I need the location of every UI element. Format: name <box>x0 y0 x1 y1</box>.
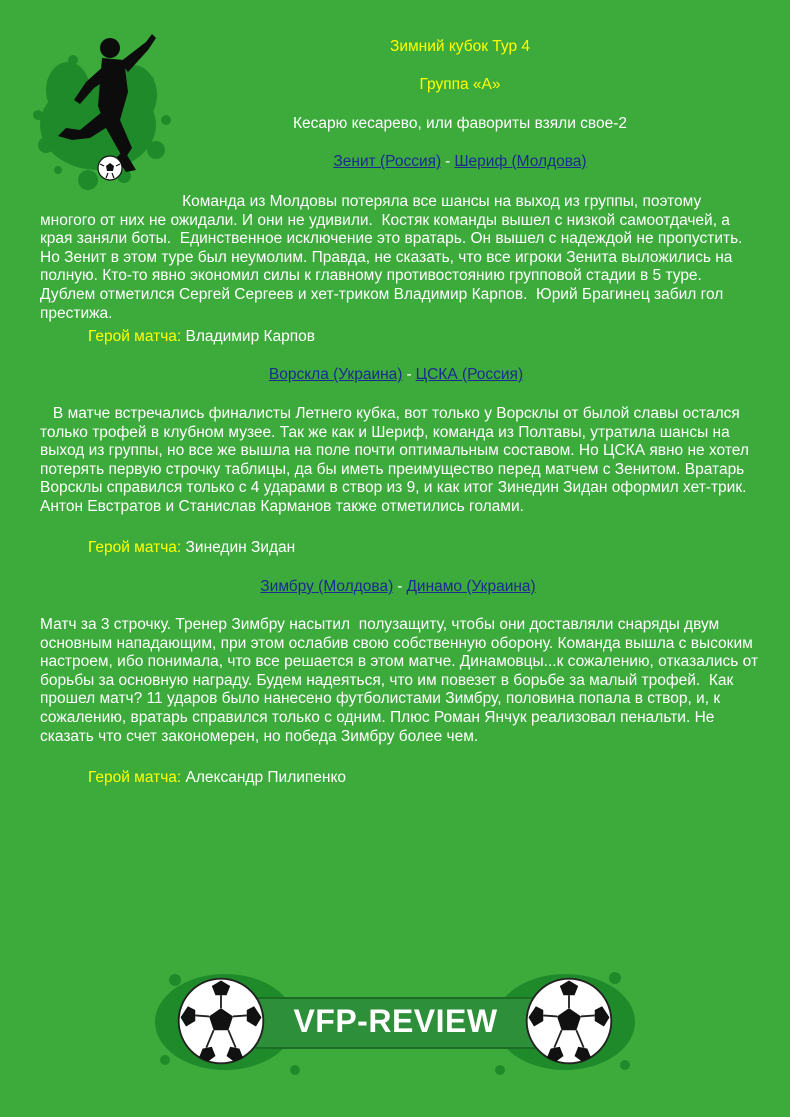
team-link-sheriff[interactable]: Шериф (Молдова) <box>454 153 587 170</box>
teams-separator: - <box>445 153 451 170</box>
match-3-hero <box>88 769 346 787</box>
hero-name: Владимир Карпов <box>185 328 316 345</box>
hero-label: Герой матча: <box>88 539 182 556</box>
match-3-report: Матч за 3 строчку. Тренер Зимбру насытил полузащиту, чтобы они доставляли снаряды двум основным нападающим, при этом ослабив свою собственную оборону. Команда вышла с высоким настроем, ибо понимала, что все решается в этом матче. Динамовцы...к сожалению, отказались от борьбы за основную награду. Будем надеяться, что им повезет в борьбе за малый трофей. Как прошел матч? 11 ударов было нанесено футболистами Зимбру, половина попала в створ, и, к сожалению, вратарь справился только с одним. Плюс Роман Янчук реализовал пенальти. Не сказать что счет закономерен, но победа Зимбру более чем. <box>40 616 763 745</box>
team-link-zimbru[interactable]: Зимбру (Молдова) <box>260 578 394 595</box>
match-1-teams <box>230 153 690 171</box>
soccer-ball-icon <box>523 975 615 1067</box>
hero-label: Герой матча: <box>88 328 182 345</box>
soccer-ball-icon <box>175 975 267 1067</box>
footer-banner-title: VFP-REVIEW <box>293 1003 498 1039</box>
team-link-cska[interactable]: ЦСКА (Россия) <box>415 366 524 383</box>
group-title: Группа «А» <box>419 76 501 93</box>
footballer-silhouette-icon <box>28 20 178 195</box>
match-2-report: В матче встречались финалисты Летнего кубка, вот только у Ворсклы от былой славы остался только трофей в клубном музее. Так же как и Шериф, команда из Полтавы, утратила шансы на выход из группы, но все же вышла на поле почти оптимальным составом. Но ЦСКА явно не хотел потерять первую строчку таблицы, да бы иметь преимущество перед матчем с Зенитом. Вратарь Ворсклы справился только с 4 ударами в створ из 9, и как итог Зинедин Зидан оформил хет-трик. Антон Евстратов и Станислав Карманов также отметились голами. <box>40 405 754 515</box>
teams-separator: - <box>397 578 403 595</box>
teams-separator: - <box>406 366 412 383</box>
match-3-teams <box>168 578 628 596</box>
tour-title: Зимний кубок Тур 4 <box>389 38 531 55</box>
team-link-vorskla[interactable]: Ворскла (Украина) <box>268 366 403 383</box>
team-link-zenit[interactable]: Зенит (Россия) <box>333 153 442 170</box>
match-1-hero <box>88 328 315 346</box>
hero-name: Зинедин Зидан <box>185 539 296 556</box>
match-2-hero <box>88 539 295 557</box>
match-1-report: Команда из Молдовы потеряла все шансы на выход из группы, поэтому многого от них не ожидали. И они не удивили. Костяк команды вышел с низкой самоотдачей, а края заняли боты. Единственное исключение это вратарь. Он вышел с надеждой не пропустить. Но Зенит в этом туре был неумолим. Правда, не сказать, что все игроки Зенита выложились на полную. Кто-то явно экономил силы к главному противостоянию групповой стадии в 5 туре. Дублем отметился Сергей Сергеев и хет-триком Владимир Карпов. Юрий Брагинец забил гол престижа. <box>40 193 747 322</box>
hero-label: Герой матча: <box>88 769 182 786</box>
team-link-dynamo[interactable]: Динамо (Украина) <box>406 578 536 595</box>
hero-name: Александр Пилипенко <box>185 769 347 786</box>
match-2-teams <box>166 366 626 384</box>
article-subtitle: Кесарю кесарево, или фавориты взяли свое-2 <box>293 115 627 132</box>
